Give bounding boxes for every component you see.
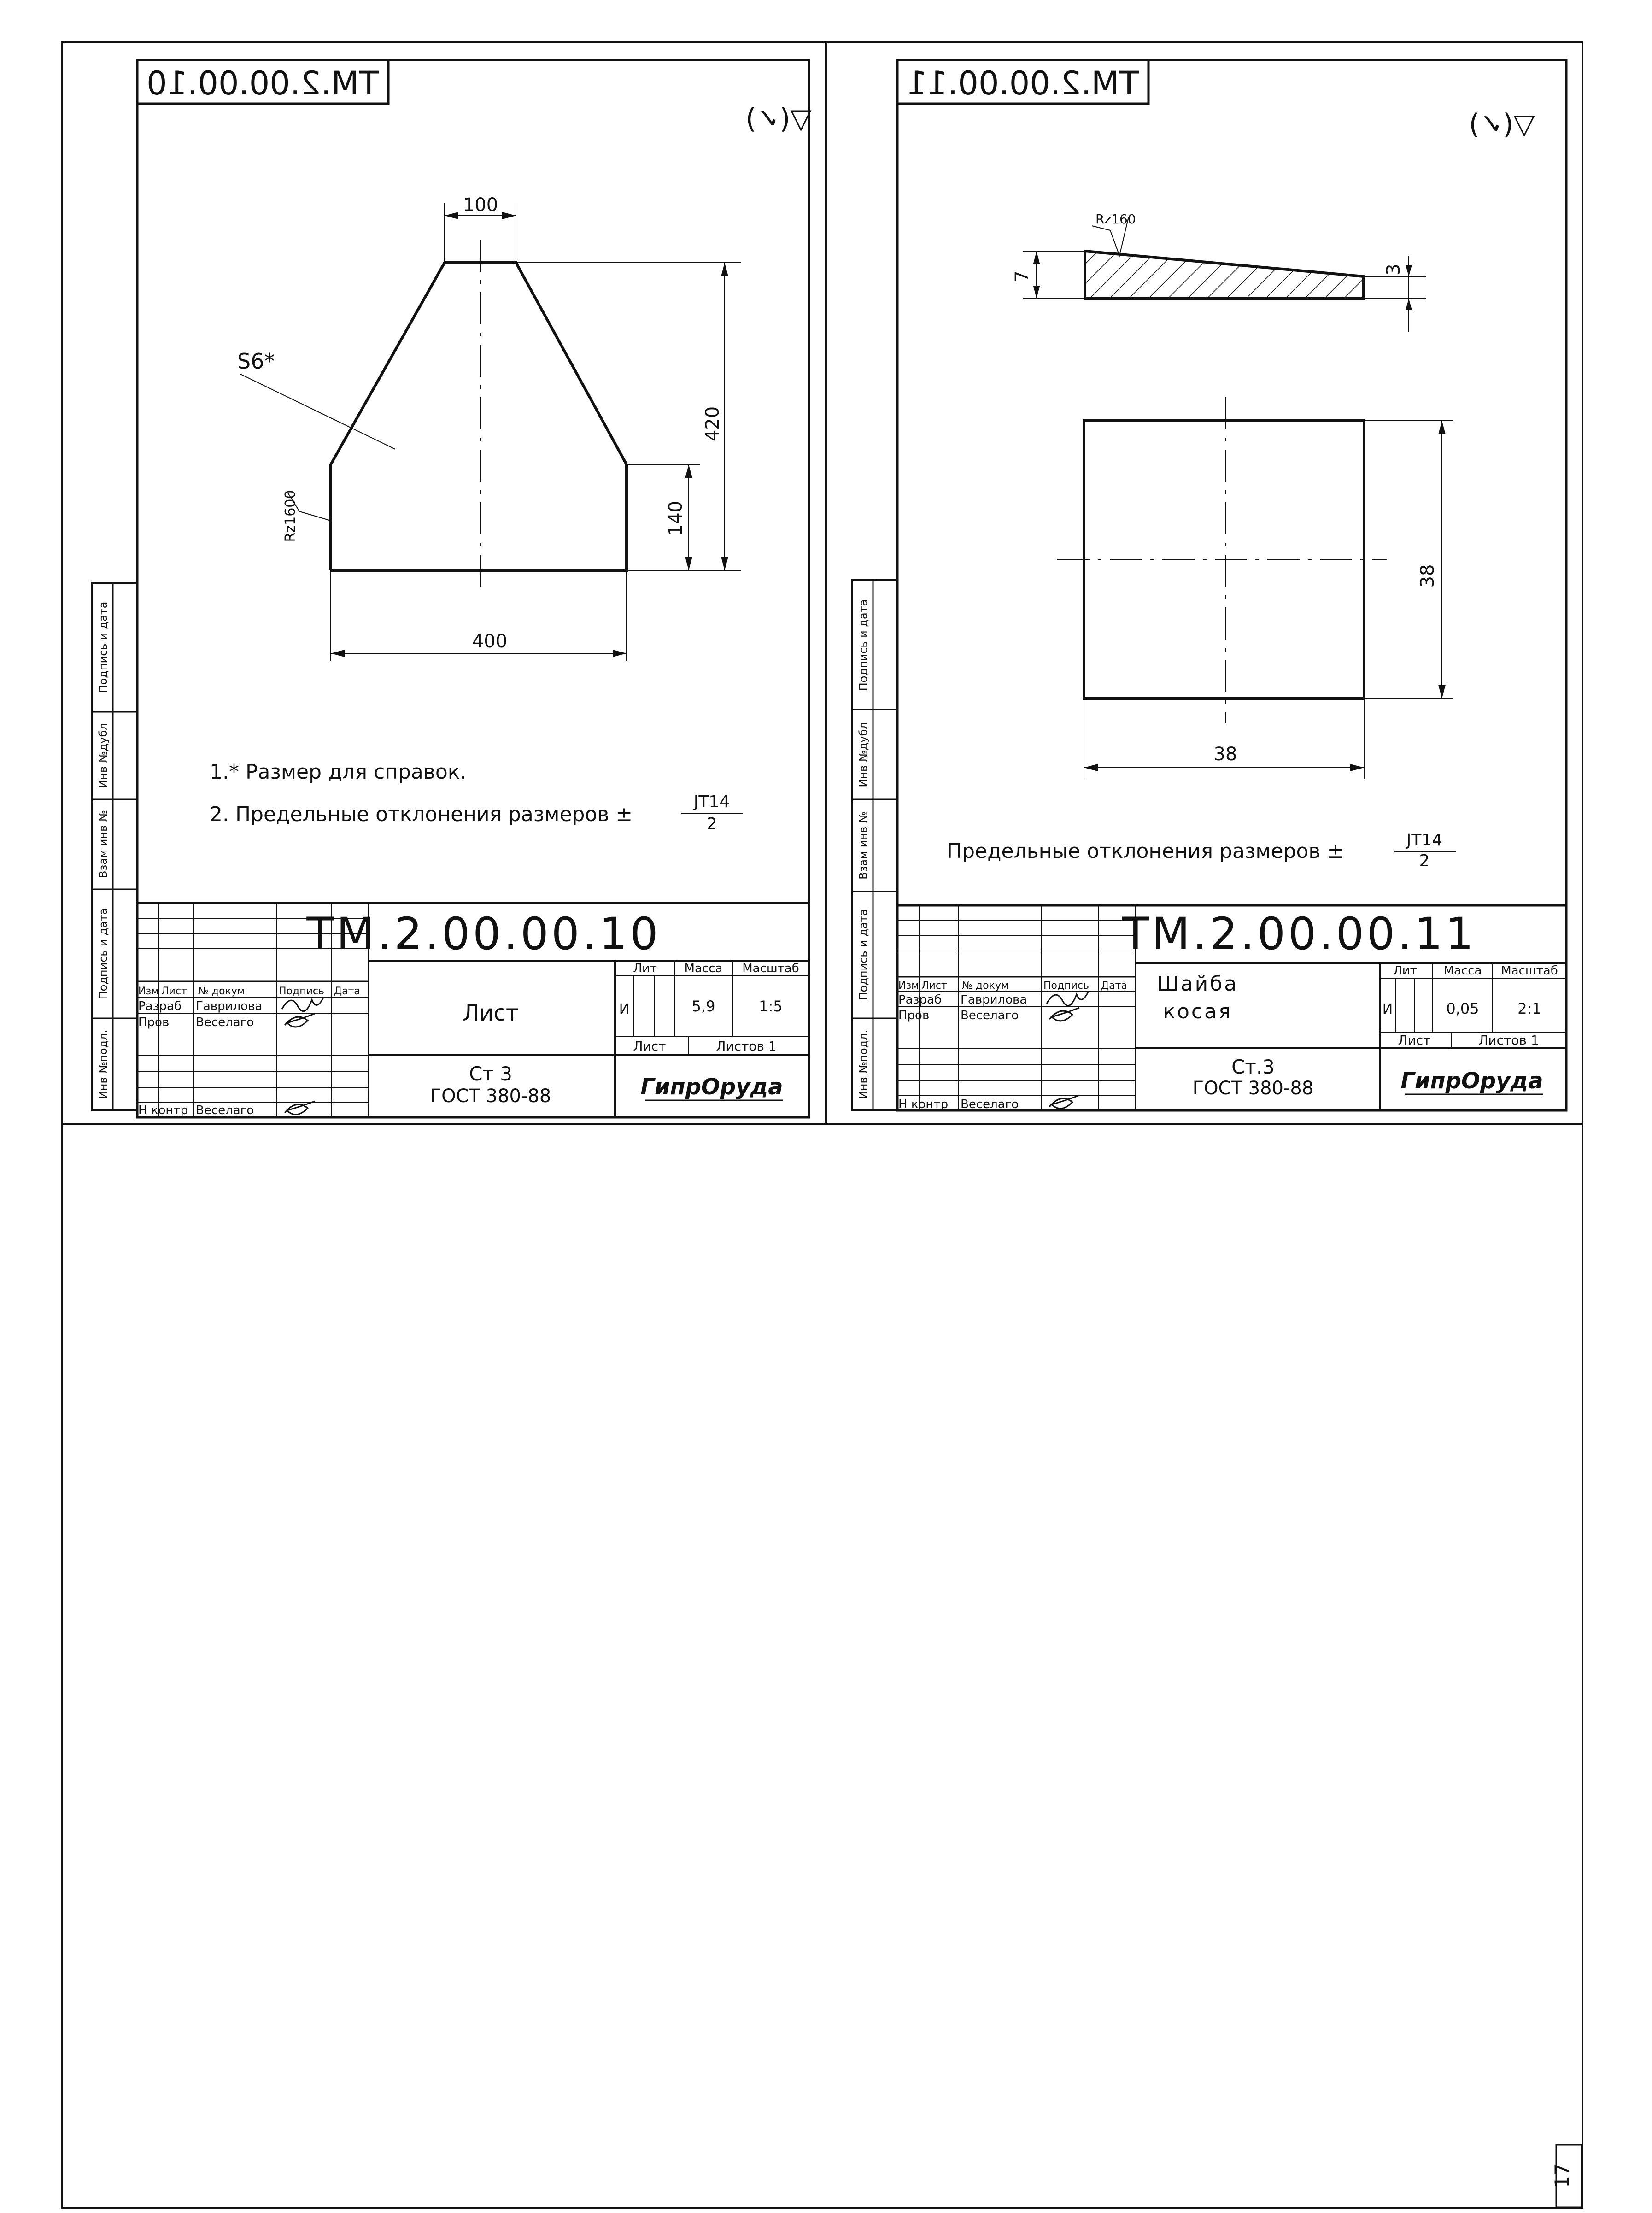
sheet-2-note-1: Предельные отклонения размеров ±	[947, 839, 1344, 863]
sheet-1-title-block	[137, 903, 809, 1117]
sheet-1-part-name: Лист	[463, 1000, 519, 1026]
role-label: Пров	[898, 1009, 930, 1022]
signature-icon	[1049, 1095, 1079, 1109]
role-name: Гаврилова	[961, 993, 1027, 1007]
col-header: Лист	[921, 980, 947, 992]
sheet-1-note-2: 2. Предельные отклонения размеров ±	[210, 803, 633, 826]
sheet-1-note-1: 1.* Размер для справок.	[210, 760, 467, 784]
sheet-2-standard: ГОСТ 380-88	[1192, 1078, 1314, 1099]
sheet-2	[852, 60, 1566, 1111]
arrow-icon	[1438, 685, 1446, 699]
arrow-icon	[1033, 251, 1040, 264]
role-name: Веселаго	[196, 1104, 254, 1117]
sheet-2-stamp-code: ТМ.2.00.00.11	[1122, 908, 1476, 960]
hdr-mass: Масса	[684, 962, 723, 975]
arrow-icon	[721, 557, 728, 570]
sheet-1	[92, 60, 812, 1117]
col-header: Лист	[161, 986, 187, 997]
role-label: Н контр	[898, 1098, 949, 1111]
arrow-icon	[685, 464, 692, 478]
signature-icon	[285, 1014, 315, 1027]
arrow-icon	[1406, 299, 1412, 310]
arrow-icon	[685, 557, 692, 570]
side-label: Подпись и дата	[857, 599, 870, 691]
sheet-1-roughness-rz: Rz1600	[282, 490, 299, 542]
signature-icon	[1047, 992, 1088, 1006]
col-header: Изм	[138, 986, 159, 997]
sheet-1-mirror-code: ТМ.2.00.00.10	[146, 65, 379, 102]
sheet-1-dim-bottom-width: 400	[472, 631, 508, 652]
arrow-icon	[331, 650, 345, 657]
sheet-1-part-outline	[331, 263, 627, 570]
page-number: 17	[1551, 2163, 1573, 2188]
side-label: Инв №дубл	[97, 723, 110, 788]
mass-value: 0,05	[1446, 1000, 1479, 1017]
scale-value: 2:1	[1517, 1000, 1541, 1017]
sheet-2-dim-height: 38	[1417, 564, 1438, 588]
sheet-1-material: Ст 3	[469, 1062, 512, 1085]
side-label: Взам инв №	[857, 811, 870, 880]
sheets-label: Листов 1	[716, 1039, 777, 1054]
signature-icon	[282, 998, 323, 1011]
sheets-label: Листов 1	[1478, 1033, 1539, 1048]
sheet-label: Лист	[1398, 1033, 1431, 1048]
signature-icon	[285, 1101, 315, 1115]
hdr-scale: Масштаб	[1501, 964, 1558, 978]
sheet-1-roughness-icon: ▽(✓)	[745, 103, 812, 135]
lit-value: И	[1382, 1001, 1393, 1017]
hdr-scale: Масштаб	[742, 962, 799, 975]
arrow-icon	[721, 263, 728, 276]
sheet-2-wedge-profile	[1085, 251, 1364, 299]
sheet-1-stamp-code: ТМ.2.00.00.10	[306, 908, 661, 960]
sheet-label: Лист	[633, 1039, 666, 1054]
sheet-2-dim-width: 38	[1213, 744, 1237, 765]
arrow-icon	[1406, 265, 1412, 276]
role-label: Пров	[138, 1016, 170, 1029]
sheet-2-tolerance-num: JT14	[1406, 831, 1443, 850]
arrow-icon	[1033, 286, 1040, 299]
sheet-2-mirror-code: ТМ.2.00.00.11	[907, 65, 1139, 102]
arrow-icon	[1350, 764, 1364, 771]
side-label: Инв №дубл	[857, 722, 870, 787]
sheet-2-title-block	[897, 905, 1566, 1111]
sheet-2-part-name-2: косая	[1163, 1000, 1233, 1023]
sheet-2-material: Ст.3	[1231, 1056, 1275, 1078]
role-name: Гаврилова	[196, 999, 263, 1013]
role-label: Разраб	[138, 999, 182, 1013]
side-label: Взам инв №	[97, 810, 110, 878]
arrow-icon	[1084, 764, 1098, 771]
sheet-2-roughness-icon: ▽(✓)	[1469, 108, 1535, 141]
org-logo: ГипрОруда	[640, 1074, 783, 1100]
col-header: Изм	[898, 980, 919, 992]
sheet-1-dim-height-lower: 140	[665, 500, 686, 536]
sheet-1-tolerance-den: 2	[706, 815, 717, 834]
signature-icon	[1049, 1008, 1079, 1021]
col-header: Дата	[334, 986, 360, 997]
lit-value: И	[619, 1001, 630, 1017]
side-label: Инв №подл.	[857, 1029, 870, 1099]
side-label: Инв №подл.	[97, 1029, 110, 1099]
role-name: Веселаго	[961, 1009, 1019, 1022]
role-name: Веселаго	[961, 1098, 1019, 1111]
col-header: № докум	[198, 986, 245, 997]
sheet-1-dim-top-width: 100	[463, 194, 498, 216]
col-header: Подпись	[279, 986, 324, 997]
side-label: Подпись и дата	[97, 601, 110, 693]
col-header: Подпись	[1043, 980, 1089, 992]
col-header: № докум	[962, 980, 1009, 992]
sheet-1-standard: ГОСТ 380-88	[430, 1086, 551, 1107]
sheet-1-thickness-label: S6*	[237, 349, 275, 374]
hdr-lit: Лит	[1393, 964, 1417, 978]
hdr-mass: Масса	[1443, 964, 1482, 978]
scale-value: 1:5	[759, 998, 783, 1015]
role-label: Разраб	[898, 993, 942, 1007]
arrow-icon	[613, 650, 627, 657]
role-name: Веселаго	[196, 1016, 254, 1029]
arrow-icon	[502, 212, 516, 219]
sheet-2-tolerance-den: 2	[1419, 851, 1430, 870]
mass-value: 5,9	[691, 998, 715, 1015]
role-label: Н контр	[138, 1104, 188, 1117]
leader-line	[240, 374, 395, 449]
sheet-1-tolerance-num: JT14	[693, 792, 730, 811]
sheet-1-dim-height-total: 420	[702, 406, 723, 442]
side-label: Подпись и дата	[857, 909, 870, 1001]
hdr-lit: Лит	[633, 962, 657, 975]
sheet-2-dim-thick-right: 3	[1383, 264, 1404, 276]
side-label: Подпись и дата	[97, 908, 110, 1000]
sheet-2-part-name: Шайба	[1157, 972, 1239, 996]
sheet-2-side-strip	[852, 580, 897, 1110]
sheet-1-side-strip	[92, 583, 137, 1110]
arrow-icon	[445, 212, 458, 219]
sheet-2-roughness-rz: Rz160	[1095, 211, 1136, 227]
arrow-icon	[1438, 421, 1446, 434]
org-logo: ГипрОруда	[1400, 1068, 1543, 1094]
col-header: Дата	[1101, 980, 1127, 992]
sheet-2-dim-thick-left: 7	[1012, 270, 1033, 282]
